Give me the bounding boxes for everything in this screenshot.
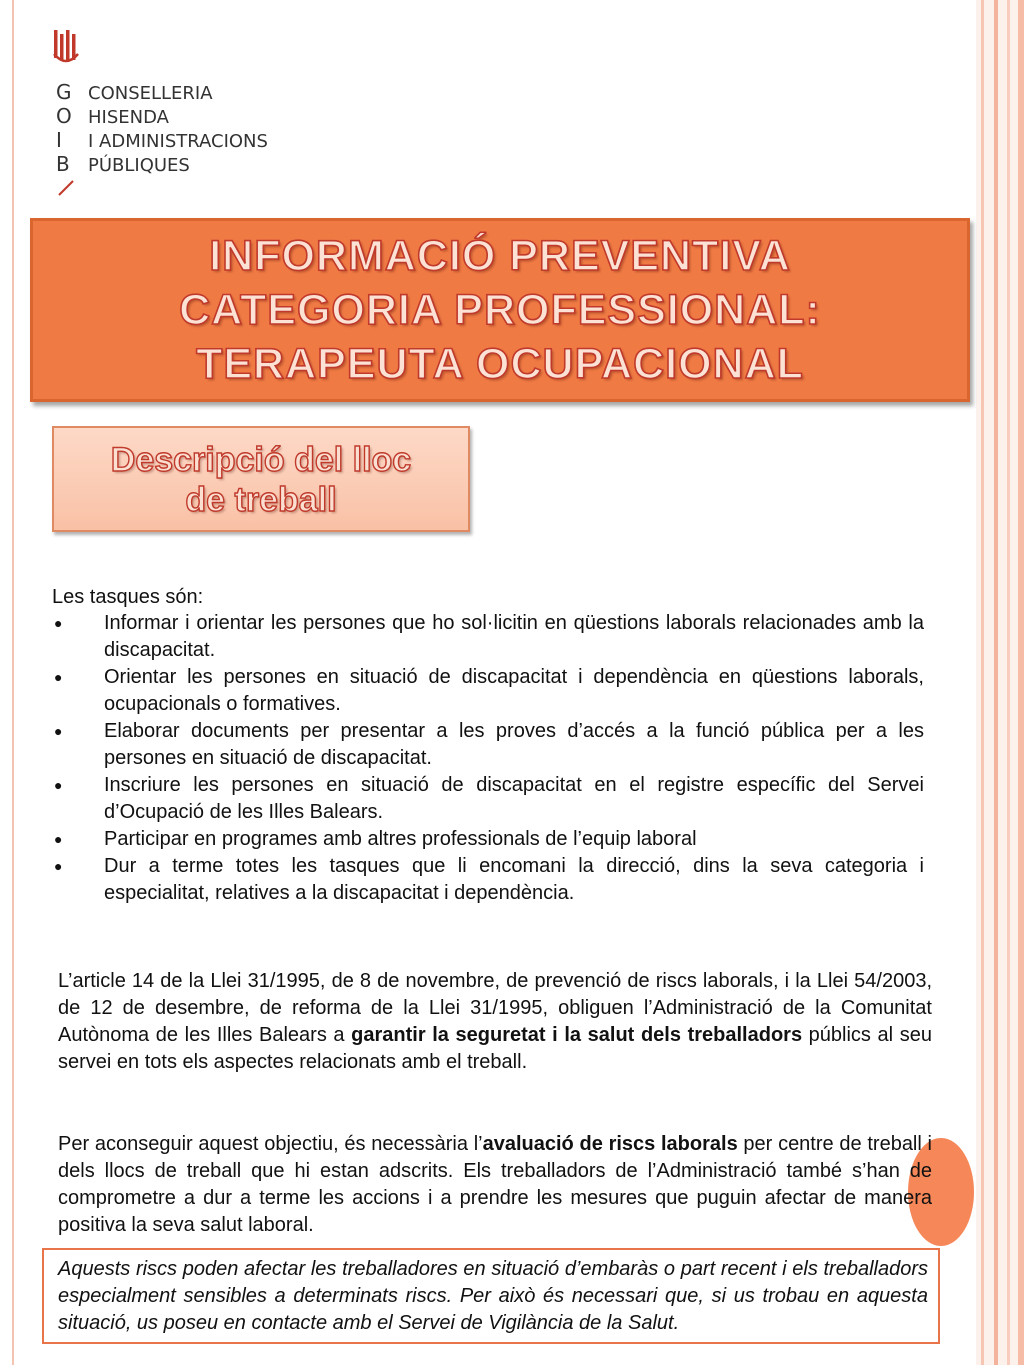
bullet-dot-icon: ● — [54, 669, 63, 685]
list-item — [52, 610, 924, 664]
left-border-line — [12, 0, 14, 1365]
department-line: I ADMINISTRACIONS — [88, 131, 268, 152]
right-border-stripe — [1018, 0, 1024, 1365]
task-text: Participar en programes amb altres professionals de l’equip laboral — [104, 828, 697, 850]
title-line: CATEGORIA PROFESSIONAL: — [179, 286, 821, 334]
paragraph-text: per centre de treball i dels llocs de treball que hi estan adscrits. Els treballadors de l’Administració també s’han de comprometre a dur a terme les accions i a prendre les mesures que puguin afectar de manera positiva la seva salut laboral. — [58, 1133, 932, 1236]
task-text: Inscriure les persones en situació de discapacitat en el registre específic del Servei d’Ocupació de les Illes Balears. — [104, 774, 924, 823]
right-border-stripe — [1007, 0, 1010, 1365]
paragraph-emphasis: garantir la seguretat i la salut dels treballadors — [351, 1024, 803, 1046]
right-border-stripe — [994, 0, 998, 1365]
paragraph-text: públics al seu servei en tots els aspectes relacionats amb el treball. — [58, 1024, 932, 1073]
bullet-dot-icon: ● — [54, 831, 63, 847]
department-line: PÚBLIQUES — [88, 155, 190, 176]
logo-slash-icon — [58, 180, 74, 196]
title-line: INFORMACIÓ PREVENTIVA — [209, 232, 791, 280]
section-heading-box — [52, 426, 470, 532]
paragraph-text: L’article 14 de la Llei 31/1995, de 8 de novembre, de prevenció de riscs laborals, i la Llei 54/2003, de 12 de desembre, de reforma de la Llei 31/1995, obliguen l’Administració de la Comunitat Autònoma de les Illes Balears a — [58, 970, 932, 1046]
objective-paragraph — [58, 1131, 932, 1239]
bullet-dot-icon: ● — [54, 777, 63, 793]
list-item — [52, 664, 924, 718]
right-border-stripe — [981, 0, 984, 1365]
logo-letter: O — [56, 104, 72, 128]
logo-letter: B — [56, 152, 70, 176]
tasks-intro: Les tasques són: — [52, 586, 204, 608]
bullet-dot-icon: ● — [54, 615, 63, 631]
list-item — [52, 826, 924, 853]
department-line: HISENDA — [88, 107, 169, 128]
list-item — [52, 772, 924, 826]
list-item — [52, 853, 924, 907]
tasks-list — [52, 610, 924, 907]
department-name — [88, 82, 268, 178]
logo-letter: I — [56, 128, 62, 152]
department-line: CONSELLERIA — [88, 83, 213, 104]
title-banner — [30, 218, 970, 402]
task-text: Dur a terme totes les tasques que li encomani la direcció, dins la seva categoria i especialitat, relatives a la discapacitat i dependència. — [104, 855, 924, 904]
section-heading-line: de treball — [185, 481, 337, 519]
paragraph-text: Per aconseguir aquest objectiu, és necessària l’ — [58, 1133, 483, 1155]
bullet-dot-icon: ● — [54, 723, 63, 739]
paragraph-emphasis: avaluació de riscs laborals — [482, 1133, 738, 1155]
list-item — [52, 718, 924, 772]
title-line: TERAPEUTA OCUPACIONAL — [196, 340, 804, 388]
legal-paragraph — [58, 968, 932, 1076]
note-text: Aquests riscs poden afectar les treballadores en situació d’embaràs o part recent i els treballadors especialment sensibles a determinats riscs. Per això és necessari que, si us trobau en aquesta situació, us poseu en contacte amb el Servei de Vigilància de la Salut. — [58, 1258, 928, 1334]
logo-letter: G — [56, 80, 72, 104]
section-heading-line: Descripció del lloc — [110, 441, 412, 479]
bullet-dot-icon: ● — [54, 858, 63, 874]
goib-letters — [56, 80, 78, 176]
task-text: Informar i orientar les persones que ho sol·licitin en qüestions laborals relacionades amb la discapacitat. — [104, 612, 924, 661]
task-text: Elaborar documents per presentar a les proves d’accés a la funció pública per a les persones en situació de discapacitat. — [104, 720, 924, 769]
task-text: Orientar les persones en situació de discapacitat i dependència en qüestions laborals, ocupacionals o formatives. — [104, 666, 924, 715]
goib-emblem-icon — [52, 28, 80, 64]
